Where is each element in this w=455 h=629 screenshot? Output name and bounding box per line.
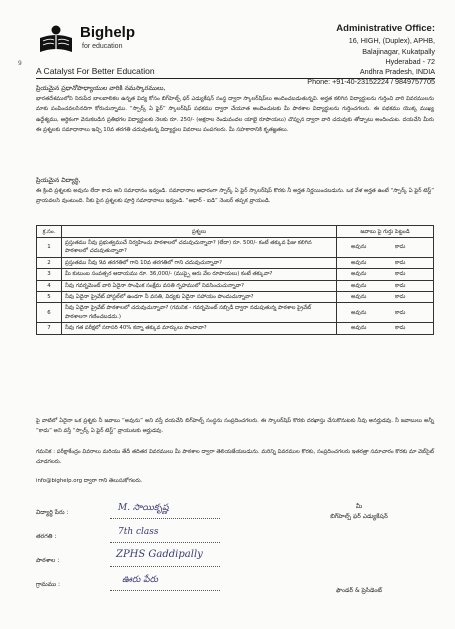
field-label-name: విద్యార్థి పేరు :	[36, 509, 69, 516]
signature-block	[299, 502, 419, 523]
answer-no[interactable]: కాదు	[395, 294, 406, 301]
bighelp-logo-icon	[36, 24, 76, 56]
greeting-principal: ప్రియమైన ప్రధానోపాధ్యాయుల వారికి నమస్కారములు,	[36, 85, 166, 92]
answer-no[interactable]: కాదు	[395, 271, 406, 278]
answer-yes[interactable]: అవును	[351, 271, 367, 278]
answer-yes[interactable]: అవును	[351, 309, 367, 316]
row-number: 4	[37, 280, 62, 291]
row-question: మీ కుటుంబ సంవత్సర ఆదాయము రూ. 36,000/- (ముప్పై ఆరు వేల రూపాయలు) కంటే తక్కువా?	[62, 269, 337, 280]
row-question: నీవు ఏదైనా ప్రైవేట్ హాస్టల్‌లో ఉండగా నీ వసతి, విద్యకు ఏదైనా సహాయం పొందుచున్నావా?	[62, 292, 337, 303]
field-value-village[interactable]: ఊరు పేరు	[122, 575, 159, 585]
brand-name: Bighelp	[80, 24, 135, 41]
answer-no[interactable]: కాదు	[395, 325, 406, 332]
phone-line: Phone: +91-40-23152224 / 9849757705	[307, 77, 435, 87]
table-row	[37, 280, 434, 291]
row-number: 2	[37, 257, 62, 268]
table-header-row	[37, 226, 434, 238]
instruction-paragraph: ఈ క్రింది ప్రశ్నలకు అవును లేదా కాదు అని సమాధానం ఇవ్వండి. సమాధానాల ఆధారంగా స్పార్క్ ఏ ఫైర్ స్కాలర్‌షిప్ కొరకు నీ అర్హత నిర్ణయించబడును. ఒక వేళ అర్హత ఉంటే “స్పార్క్ ఏ ఫైర్ టెస్ట్” వ్రాయవలసి వుంటుంది. నీకు పైన ప్రశ్నలకు పూర్తి సమాధానాలు ఇవ్వండి. “ఆధార్ - ఐడి” నెంబర్ తప్పక వ్రాయండి.	[36, 188, 434, 205]
address-line: Andhra Pradesh, INDIA	[359, 67, 435, 77]
row-question: నీవు గత పరీక్షలో సరాసరి 40% కన్నా తక్కువ మార్కులు పొందావా?	[62, 323, 337, 334]
table-row	[37, 238, 434, 258]
office-title: Administrative Office:	[336, 23, 435, 34]
answer-yes[interactable]: అవును	[351, 325, 367, 332]
field-line-name	[110, 518, 220, 519]
answer-cell	[337, 323, 434, 334]
answer-cell	[337, 269, 434, 280]
answer-cell	[337, 303, 434, 323]
tagline: A Catalyst For Better Education	[36, 66, 155, 76]
field-label-class: తరగతి :	[36, 533, 57, 540]
row-question: ప్రస్తుతము నీవు ప్రభుత్వముచే నిర్వహించు పాఠశాలలో చదువుచున్నావా? (లేదా) రూ. 500/- కంటే తక్కువ ఫీజు కలిగిన పాఠశాలలో చదువుతున్నావా?	[62, 238, 337, 258]
field-line-class	[110, 542, 220, 543]
field-line-school	[110, 566, 220, 567]
answer-cell	[337, 280, 434, 291]
header-divider	[36, 78, 435, 79]
signature-line-1: మీ	[355, 503, 363, 510]
answer-yes[interactable]: అవును	[351, 294, 367, 301]
address-line: Hyderabad - 72	[385, 56, 435, 66]
table-row	[37, 303, 434, 323]
result-paragraph: పై వాటిలో ఏదైనా ఒక ప్రశ్నకు నీ జవాబు “అవును” అని వస్తే దయచేసి బిగ్‌హెల్ప్ సంస్థను సంప్రదించగలరు. ఈ స్కాలర్‌షిప్ కొరకు దరఖాస్తు చేసుకొనుటకు నీవు అనర్హుడవు. నీ జవాబులు అన్నీ “కాదు” అని వస్తే “స్పార్క్ ఏ ఫైర్ టెస్ట్” వ్రాయుటకు అర్హుడవు.	[36, 418, 434, 435]
field-value-name[interactable]: M. సాయికృష్ణ	[118, 503, 169, 513]
answer-yes[interactable]: అవును	[351, 282, 367, 289]
field-label-village: గ్రామము :	[36, 581, 61, 588]
row-question: నీవు గవర్నమెంట్ వారి ఏదైనా సాంఘిక సంక్షేమ వసతి గృహములో నివసించుచున్నావా?	[62, 280, 337, 291]
field-value-school[interactable]: ZPHS Gaddipally	[116, 549, 203, 560]
row-number: 3	[37, 269, 62, 280]
answer-cell	[337, 257, 434, 268]
col-number: క్ర.సం.	[37, 226, 62, 238]
greeting-student: ప్రియమైన విద్యార్థి,	[36, 177, 81, 184]
intro-paragraph: భారతదేశములోని నిరుపేద బాలబాలికల ఉన్నత విద్య కోసం బిగ్‌హెల్ప్ ఫర్ ఎడ్యుకేషన్ సంస్థ ద్వారా స్కాలర్‌షిప్‌లు అందించబడుతున్నవి. అర్హత కలిగిన విద్యార్థులను గుర్తించి వారి వివరములను మాకు పంపించవలసినదిగా కోరుచున్నాము. “స్పార్క్ ఏ ఫైర్” స్కాలర్‌షిప్ పథకము ద్వారా చేయూత అందించుటకు మీ పాఠశాల విద్యార్థులను గుర్తించగలరు. ఈ పథకము యొక్క ముఖ్య ఉద్దేశ్యము, ఆర్థికంగా వెనుకబడిన ప్రతిభగల విద్యార్థులకు నెలకు రూ. 250/- (అక్షరాల రెండువందల యాభై రూపాయలు) చొప్పున ద్వారా వారి చదువుకు తోడ్పాటు అందించుట. దయచేసి మీరు ఈ ప్రశ్నలకు సమాధానాలు ఇచ్చి 10వ తరగతి చదువుతున్న విద్యార్థుల వివరాలు పంపగలరు. మీ సహకారానికి కృతజ్ఞతలు.	[36, 96, 434, 134]
col-question: ప్రశ్నలు	[62, 226, 337, 238]
field-value-class[interactable]: 7th class	[118, 527, 159, 537]
answer-cell	[337, 292, 434, 303]
answer-no[interactable]: కాదు	[395, 260, 406, 267]
table-row	[37, 269, 434, 280]
address-line: Balajinagar, Kukatpally	[362, 46, 435, 56]
field-label-school: పాఠశాల :	[36, 557, 60, 564]
brand-subtitle: for education	[82, 43, 123, 50]
answer-no[interactable]: కాదు	[395, 244, 406, 251]
answer-no[interactable]: కాదు	[395, 309, 406, 316]
row-number: 6	[37, 303, 62, 323]
answer-yes[interactable]: అవును	[351, 260, 367, 267]
table-row	[37, 323, 434, 334]
row-number: 5	[37, 292, 62, 303]
col-answer: జవాబు పై గుర్తు పెట్టండి	[337, 226, 434, 238]
answer-cell	[337, 238, 434, 258]
contact-line: info@bighelp.org ద్వారా గాని తెలుసుకోగలరు.	[36, 478, 143, 484]
row-question: నీవు ఏదైనా ప్రైవేట్ పాఠశాలలో చదువుచున్నావా? (గమనిక - గవర్నమెంట్ సబ్సిడీ ద్వారా నడుపుతున్న పాఠశాల ప్రైవేట్ పాఠశాలగా గణించబడదు.)	[62, 303, 337, 323]
table-row	[37, 257, 434, 268]
row-number: 1	[37, 238, 62, 258]
signature-line-2: బిగ్‌హెల్ప్ ఫర్ ఎడ్యుకేషన్	[330, 513, 388, 521]
table-row	[37, 292, 434, 303]
address-line: 16, HIGH, (Duplex), APHB,	[348, 36, 435, 46]
row-question: ప్రస్తుతము నీవు 9వ తరగతిలో గాని 10వ తరగతిలో గాని చదువుచున్నావా?	[62, 257, 337, 268]
answer-yes[interactable]: అవును	[351, 244, 367, 251]
signature-footer: ఫౌండర్ & ప్రెసిడెంట్	[335, 587, 383, 594]
answer-no[interactable]: కాదు	[395, 282, 406, 289]
row-number: 7	[37, 323, 62, 334]
field-line-village	[110, 590, 220, 591]
note-paragraph: గమనిక : పరీక్షాకేంద్రం వివరాలు మరియు తేదీ తదితర వివరములు మీ పాఠశాల ద్వారా తెలియజేయబడును. మరిన్ని వివరముల కొరకు, సంప్రదించగలరు ఇతరత్రా సమాచారం కొరకు మా వెబ్‌సైట్ చూడగలరు.	[36, 449, 434, 466]
page-marker: 9	[18, 60, 22, 67]
eligibility-table	[36, 225, 434, 335]
